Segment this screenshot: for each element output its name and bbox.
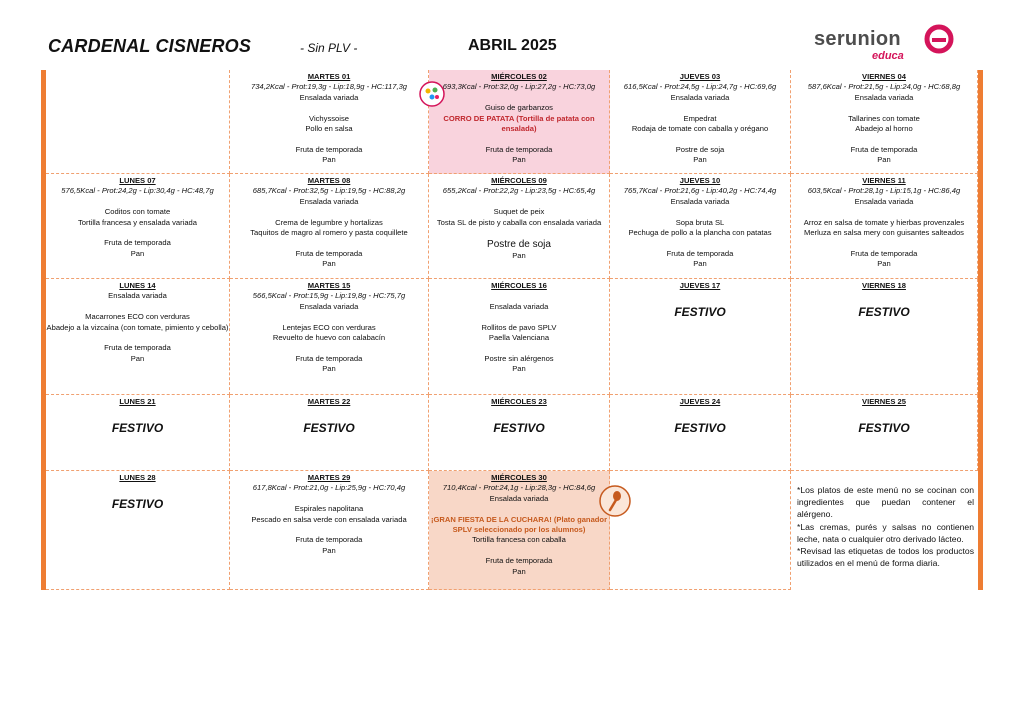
day-label: VIERNES 18 (862, 281, 906, 290)
menu-item: Pan (322, 259, 336, 269)
menu-item (230, 312, 428, 322)
day-label: MARTES 08 (307, 176, 351, 185)
menu-item: Ensalada variada (489, 493, 549, 503)
day-label: VIERNES 11 (862, 176, 906, 185)
menu-item: Lentejas ECO con verduras (282, 322, 376, 332)
menu-item (429, 312, 609, 322)
day-cell (429, 471, 610, 590)
menu-item: Fruta de temporada (104, 343, 171, 353)
menu-item: Pescado en salsa verde con ensalada variada (251, 514, 407, 524)
day-label: MIÉRCOLES 02 (491, 72, 547, 81)
menu-item: Pan (130, 353, 145, 363)
day-cell (46, 174, 230, 279)
holiday-label: FESTIVO (111, 497, 164, 512)
menu-item (46, 197, 229, 207)
day-cell (230, 279, 429, 395)
menu-item (610, 103, 790, 113)
menu-item (429, 197, 609, 207)
menu-item: Coditos con tomate (104, 207, 171, 217)
nutrition-info: 655,2Kcal - Prot:22,2g - Lip:23,5g - HC:65,4g (442, 186, 596, 196)
menu-item: Pan (693, 155, 707, 165)
holiday-label: FESTIVO (111, 421, 164, 436)
menu-item: Pan (512, 364, 526, 374)
holiday-label: FESTIVO (674, 421, 726, 436)
menu-item (46, 333, 229, 343)
holiday-label: FESTIVO (858, 305, 910, 320)
day-label: MARTES 29 (307, 473, 351, 482)
menu-item (429, 93, 609, 103)
menu-item: Fruta de temporada (104, 238, 171, 248)
menu-item: Pechuga de pollo a la plancha con patatas (628, 228, 772, 238)
menu-item: Sopa bruta SL (675, 217, 725, 227)
menu-item: Ensalada variada (670, 92, 730, 102)
menu-item: Suquet de peix (493, 207, 545, 217)
day-label: MIÉRCOLES 23 (491, 397, 547, 406)
menu-item (610, 207, 790, 217)
day-cell (429, 70, 610, 174)
menu-item: Pan (322, 155, 336, 165)
menu-item (429, 291, 609, 301)
day-cell (429, 279, 610, 395)
day-label: MARTES 22 (307, 397, 351, 406)
nutrition-info: 603,5Kcal - Prot:28,1g - Lip:15,1g - HC:86,4g (807, 186, 961, 196)
note-3: *Revisad las etiquetas de todos los productos utilizados en el menú de forma diaria. (797, 546, 974, 569)
menu-item: Paella Valenciana (488, 333, 550, 342)
menu-item (230, 207, 428, 217)
day-label: JUEVES 03 (679, 72, 721, 81)
day-cell (429, 174, 610, 279)
day-cell (610, 395, 791, 471)
day-cell (230, 70, 429, 174)
menu-item: Revuelto de huevo con calabacín (272, 333, 386, 343)
day-label: LUNES 28 (119, 473, 156, 482)
holiday-label: FESTIVO (493, 421, 545, 436)
day-cell (230, 174, 429, 279)
menu-item: Tortilla francesa y ensalada variada (77, 217, 198, 227)
menu-item: Pan (512, 566, 526, 576)
menu-item: Fruta de temporada (295, 248, 363, 258)
menu-item: Ensalada variada (299, 301, 359, 311)
holiday-label: FESTIVO (858, 421, 910, 436)
day-cell (230, 395, 429, 471)
day-label: JUEVES 17 (679, 281, 721, 290)
menu-item: Pan (322, 545, 336, 555)
holiday-label: FESTIVO (674, 305, 726, 320)
logo-wordmark: serunion (814, 28, 901, 50)
nutrition-info: 710,4Kcal - Prot:24,1g - Lip:28,3g - HC:84,6g (442, 483, 596, 493)
month-title: ABRIL 2025 (468, 37, 557, 54)
day-label: LUNES 14 (119, 281, 156, 290)
menu-item: Taquitos de magro al romero y pasta coquillete (250, 228, 408, 238)
menu-item (429, 504, 609, 514)
day-label: MIÉRCOLES 16 (491, 281, 547, 290)
menu-item: Pan (130, 248, 145, 258)
spoon-festival-icon (598, 484, 632, 518)
menu-item: Pollo en salsa (305, 124, 353, 134)
menu-item: Pan (512, 251, 526, 261)
menu-item (791, 238, 977, 248)
menu-item (791, 207, 977, 217)
menu-item (429, 343, 609, 353)
note-1: *Los platos de este menú no se cocinan con ingredientes que puedan contener el alérgeno. (797, 485, 974, 520)
menu-item: Tortilla francesa con caballa (472, 535, 566, 545)
menu-item: Ensalada variada (489, 301, 549, 311)
menu-item: Fruta de temporada (485, 556, 553, 566)
day-label: JUEVES 10 (679, 176, 721, 185)
menu-item: Pan (877, 155, 891, 165)
day-cell (791, 174, 978, 279)
menu-item: Pan (877, 259, 891, 269)
menu-item: Pan (512, 155, 526, 165)
menu-item: Arroz en salsa de tomate y hierbas provenzales (803, 217, 965, 227)
menu-item (429, 134, 609, 144)
nutrition-info: 576,5Kcal - Prot:24,2g - Lip:30,4g - HC:48,7g (61, 186, 214, 196)
holiday-label: FESTIVO (303, 421, 355, 436)
day-cell (610, 70, 791, 174)
day-cell (429, 395, 610, 471)
day-cell (791, 279, 978, 395)
day-cell (46, 471, 230, 590)
menu-item: Fruta de temporada (295, 353, 363, 363)
day-label: MIÉRCOLES 30 (491, 473, 547, 482)
menu-item (230, 343, 428, 353)
day-cell (610, 471, 791, 590)
note-2: *Las cremas, purés y salsas no contienen leche, nata o cualquier otro derivado lácteo. (797, 521, 974, 544)
nutrition-info: 765,7Kcal - Prot:21,6g - Lip:40,2g - HC:74,4g (623, 186, 777, 196)
menu-item: Tosta SL de pisto y caballa con ensalada variada (436, 217, 602, 227)
menu-item (429, 228, 609, 238)
menu-item: Vichyssoise (309, 113, 349, 123)
menu-item: Rodaja de tomate con caballa y orégano (631, 124, 769, 134)
menu-item: Fruta de temporada (295, 535, 363, 545)
menu-item: Ensalada variada (854, 92, 914, 102)
day-cell (610, 174, 791, 279)
corro-patata-icon (418, 80, 446, 108)
menu-item: Ensalada variada (299, 196, 359, 206)
menu-item: Postre sin alérgenos (484, 353, 554, 363)
menu-item: Ensalada variada (108, 291, 167, 301)
day-cell (791, 395, 978, 471)
menu-item (230, 134, 428, 144)
nutrition-info: 587,6Kcal - Prot:21,5g - Lip:24,0g - HC:68,8g (807, 82, 961, 92)
day-cell (230, 471, 429, 590)
menu-item (46, 302, 229, 312)
day-cell (46, 279, 230, 395)
menu-item: Postre de soja (675, 144, 725, 154)
menu-item (429, 546, 609, 556)
logo-e-icon (924, 24, 954, 54)
menu-item: Abadejo a la vizcaína (con tomate, pimiento y cebolla) (46, 322, 229, 332)
day-label: VIERNES 04 (862, 72, 906, 81)
nutrition-info: 616,5Kcal - Prot:24,5g - Lip:24,7g - HC:69,6g (623, 82, 777, 92)
menu-item (791, 134, 977, 144)
menu-item: Rollitos de pavo SPLV (481, 322, 557, 332)
day-cell (610, 279, 791, 395)
menu-item: Macarrones ECO con verduras (85, 312, 190, 322)
menu-item: Crema de legumbre y hortalizas (275, 217, 383, 227)
special-event: ¡GRAN FIESTA DE LA CUCHARA! (Plato ganador SPLV seleccionado por los alumnos) (430, 514, 608, 535)
menu-item: Ensalada variada (299, 92, 359, 102)
day-label: MIÉRCOLES 09 (491, 176, 547, 185)
menu-item: Fruta de temporada (295, 144, 363, 154)
nutrition-info: 566,5Kcal - Prot:15,9g - Lip:19,8g - HC:75,7g (252, 291, 406, 301)
menu-subtitle: - Sin PLV - (300, 41, 358, 55)
menu-item: Pan (322, 364, 336, 374)
menu-item (46, 228, 229, 238)
menu-item: Fruta de temporada (485, 144, 553, 154)
menu-item: Merluza en salsa mery con guisantes salteados (804, 228, 964, 238)
menu-item (610, 238, 790, 248)
menu-item: Abadejo al horno (855, 124, 913, 134)
logo-subword: educa (872, 50, 904, 62)
serunion-logo (814, 24, 954, 64)
nutrition-info: 617,8Kcal - Prot:21,0g - Lip:25,9g - HC:70,4g (252, 483, 406, 493)
menu-item: Ensalada variada (854, 196, 914, 206)
nutrition-info: 734,2Kcal - Prot:19,3g - Lip:18,9g - HC:117,3g (250, 82, 408, 92)
menu-item: Espirales napolitana (294, 504, 364, 514)
special-dish: CORRO DE PATATA (Tortilla de patata con ensalada) (443, 113, 595, 134)
school-title: CARDENAL CISNEROS (48, 36, 252, 56)
menu-item: Postre de soja (487, 239, 551, 251)
menu-item: Pan (693, 259, 707, 269)
menu-item (791, 103, 977, 113)
menu-item (230, 494, 428, 504)
menu-item (230, 103, 428, 113)
day-label: JUEVES 24 (679, 397, 721, 406)
menu-item (610, 134, 790, 144)
menu-item: Guiso de garbanzos (485, 103, 553, 113)
menu-item: Fruta de temporada (850, 144, 918, 154)
day-label: MARTES 15 (307, 281, 351, 290)
menu-item: Ensalada variada (670, 196, 730, 206)
day-cell (46, 395, 230, 471)
nutrition-info: 685,7Kcal - Prot:32,5g - Lip:19,5g - HC:88,2g (252, 186, 406, 196)
nutrition-info: 693,3Kcal - Prot:32,0g - Lip:27,2g - HC:73,0g (442, 82, 596, 92)
day-label: VIERNES 25 (862, 397, 906, 406)
day-label: MARTES 01 (307, 72, 351, 81)
menu-item: Fruta de temporada (666, 248, 734, 258)
day-label: LUNES 07 (119, 176, 156, 185)
day-label: LUNES 21 (119, 397, 156, 406)
menu-item (230, 525, 428, 535)
menu-item: Empedrat (683, 113, 717, 123)
menu-item: Fruta de temporada (850, 248, 918, 258)
menu-item (230, 238, 428, 248)
day-cell (46, 70, 230, 174)
allergen-notes (797, 484, 974, 569)
day-cell (791, 70, 978, 174)
menu-item: Tallarines con tomate (848, 113, 920, 123)
